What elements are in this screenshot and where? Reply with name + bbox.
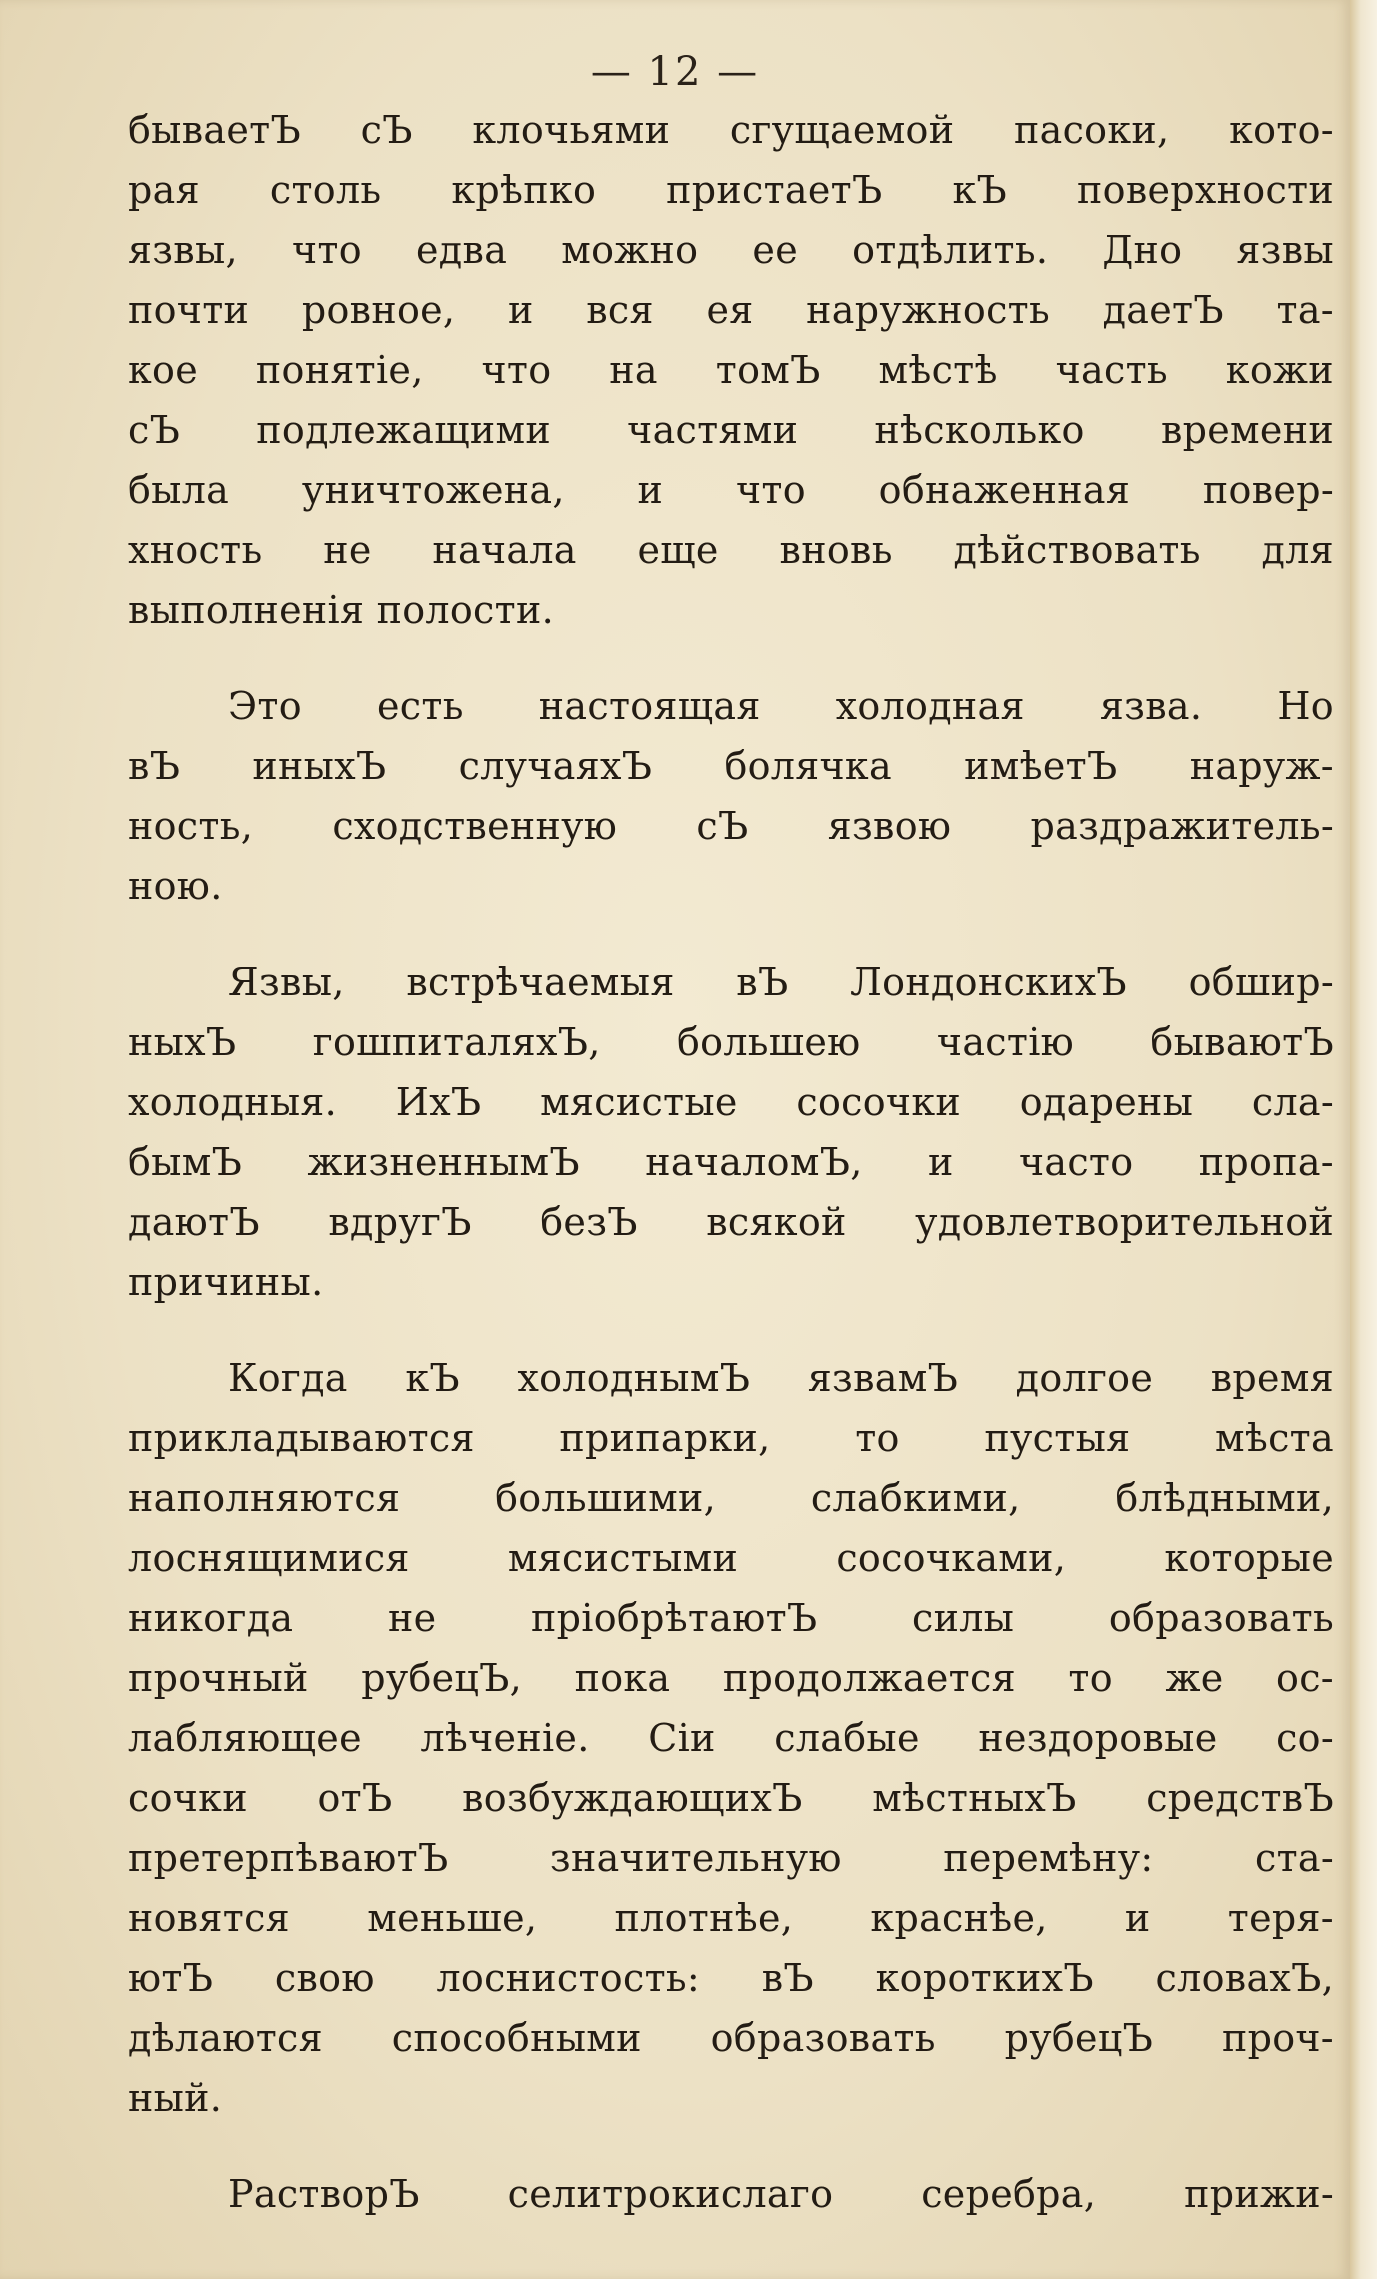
- word: отЪ: [317, 1776, 393, 1820]
- word: никогда: [128, 1596, 294, 1640]
- word: долгое: [1015, 1356, 1154, 1400]
- word: припарки,: [559, 1416, 771, 1460]
- word: сходственную: [332, 804, 618, 848]
- word: кожи: [1225, 348, 1334, 392]
- text-line: [128, 400, 1334, 460]
- word: для: [1261, 528, 1334, 572]
- word: слабые: [774, 1716, 920, 1760]
- word: дѣйствовать: [953, 528, 1201, 572]
- word: что: [292, 228, 362, 272]
- word: не: [387, 1596, 437, 1640]
- word: краснѣе,: [870, 1896, 1048, 1940]
- word: болячка: [724, 744, 892, 788]
- text-line: [128, 1192, 1334, 1252]
- word: холодная: [835, 684, 1025, 728]
- word: настоящая: [538, 684, 761, 728]
- word: лѣченіе.: [420, 1716, 590, 1760]
- word: томЪ: [715, 348, 821, 392]
- text-line: [128, 1948, 1334, 2008]
- word: можно: [561, 228, 699, 272]
- word: пасоки,: [1014, 108, 1170, 152]
- word: уничтожена,: [301, 468, 565, 512]
- word: которые: [1164, 1536, 1334, 1580]
- text-line: [128, 1888, 1334, 1948]
- word: лабляющее: [128, 1716, 362, 1760]
- word: пристаетЪ: [666, 168, 883, 212]
- word: была: [128, 468, 230, 512]
- text-line: [128, 1348, 1334, 1408]
- word: пропа-: [1198, 1140, 1334, 1184]
- word: наружность: [806, 288, 1050, 332]
- word: большими,: [495, 1476, 717, 1520]
- word: возбуждающихЪ: [462, 1776, 803, 1820]
- word: сосочками,: [836, 1536, 1067, 1580]
- word: перемѣну:: [943, 1836, 1154, 1880]
- text-line: выполненія полости.: [128, 588, 554, 632]
- word: даетЪ: [1102, 288, 1224, 332]
- word: значительную: [549, 1836, 842, 1880]
- word: свою: [274, 1956, 375, 2000]
- word: часть: [1055, 348, 1168, 392]
- text-line: [128, 1708, 1334, 1768]
- word: частію: [936, 1020, 1075, 1064]
- text-line: [128, 1408, 1334, 1468]
- word: короткихЪ: [875, 1956, 1094, 2000]
- word: началомЪ,: [645, 1140, 863, 1184]
- word: слабкими,: [810, 1476, 1021, 1520]
- text-line: [128, 1132, 1334, 1192]
- word: то: [855, 1416, 900, 1460]
- word: плотнѣе,: [614, 1896, 794, 1940]
- word: сгущаемой: [729, 108, 955, 152]
- word: холодныя.: [128, 1080, 338, 1124]
- word: сла-: [1251, 1080, 1334, 1124]
- word: обнаженная: [878, 468, 1131, 512]
- text-line: причины.: [128, 1260, 324, 1304]
- word: клочьями: [472, 108, 671, 152]
- word: ИхЪ: [395, 1080, 482, 1124]
- word: язвою: [827, 804, 952, 848]
- text-line: [128, 1828, 1334, 1888]
- word: сЪ: [696, 804, 749, 848]
- text-line: [128, 1012, 1334, 1072]
- word: проч-: [1221, 2016, 1334, 2060]
- word: всякой: [706, 1200, 847, 1244]
- word: лоснящимися: [128, 1536, 410, 1580]
- text-line: [128, 2164, 1334, 2224]
- word: претерпѣваютЪ: [128, 1836, 449, 1880]
- word: понятіе,: [255, 348, 424, 392]
- word: сосочки: [796, 1080, 962, 1124]
- word: и: [927, 1140, 954, 1184]
- word: средствЪ: [1146, 1776, 1334, 1820]
- text-line: [128, 736, 1334, 796]
- text-line: [128, 1072, 1334, 1132]
- word: едва: [416, 228, 508, 272]
- word: повер-: [1202, 468, 1334, 512]
- word: поверхности: [1077, 168, 1334, 212]
- word: прижи-: [1184, 2172, 1334, 2216]
- word: кое: [128, 348, 199, 392]
- word: кЪ: [952, 168, 1008, 212]
- text-line: ною.: [128, 864, 223, 908]
- text-line: [128, 460, 1334, 520]
- word: нездоровые: [978, 1716, 1218, 1760]
- word: ос-: [1276, 1656, 1334, 1700]
- word: наполняются: [128, 1476, 401, 1520]
- word: гошпиталяхЪ,: [312, 1020, 601, 1064]
- word: образовать: [710, 2016, 936, 2060]
- word: вдругЪ: [328, 1200, 472, 1244]
- word: частями: [627, 408, 799, 452]
- word: жизненнымЪ: [307, 1140, 580, 1184]
- text-line: [128, 1528, 1334, 1588]
- word: что: [481, 348, 552, 392]
- word: словахЪ,: [1155, 1956, 1334, 2000]
- word: Язвы,: [228, 960, 345, 1004]
- word: нѣсколько: [874, 408, 1085, 452]
- word: что: [735, 468, 806, 512]
- word: со-: [1276, 1716, 1334, 1760]
- word: язвамЪ: [807, 1356, 959, 1400]
- word: дѣлаются: [128, 2016, 323, 2060]
- text-line: [128, 280, 1334, 340]
- text-line: [128, 1588, 1334, 1648]
- word: рубецЪ: [1004, 2016, 1154, 2060]
- word: одарены: [1019, 1080, 1194, 1124]
- word: безЪ: [540, 1200, 638, 1244]
- word: Но: [1277, 684, 1334, 728]
- word: новятся: [128, 1896, 290, 1940]
- word: продолжается: [722, 1656, 1016, 1700]
- word: пустыя: [984, 1416, 1131, 1460]
- text-line: [128, 796, 1334, 856]
- word: времени: [1160, 408, 1334, 452]
- word: вЪ: [761, 1956, 814, 2000]
- word: язва.: [1099, 684, 1203, 728]
- word: еще: [637, 528, 719, 572]
- page-edge: [1350, 0, 1377, 2279]
- word: есть: [377, 684, 464, 728]
- word: мясистыми: [507, 1536, 739, 1580]
- word: мѣстныхЪ: [872, 1776, 1077, 1820]
- word: РастворЪ: [228, 2172, 420, 2216]
- word: и: [1124, 1896, 1151, 1940]
- word: столь: [269, 168, 382, 212]
- word: рая: [128, 168, 200, 212]
- word: встрѣчаемыя: [406, 960, 675, 1004]
- word: бываетЪ: [128, 108, 301, 152]
- word: ютЪ: [128, 1956, 214, 2000]
- word: пріобрѣтаютЪ: [531, 1596, 818, 1640]
- page-number: — 12 —: [590, 49, 760, 95]
- word: ровное,: [301, 288, 456, 332]
- word: же: [1165, 1656, 1224, 1700]
- word: вся: [586, 288, 654, 332]
- text-line: [128, 676, 1334, 736]
- word: сЪ: [360, 108, 413, 152]
- word: кото-: [1229, 108, 1334, 152]
- word: иныхЪ: [252, 744, 387, 788]
- word: даютЪ: [128, 1200, 260, 1244]
- word: прикладываются: [128, 1416, 475, 1460]
- word: мясистые: [540, 1080, 738, 1124]
- word: та-: [1276, 288, 1334, 332]
- text-line: [128, 2008, 1334, 2068]
- word: и: [507, 288, 534, 332]
- word: ЛондонскихЪ: [850, 960, 1127, 1004]
- word: мѣстѣ: [878, 348, 998, 392]
- text-line: ный.: [128, 2076, 223, 2120]
- word: ея: [706, 288, 754, 332]
- word: раздражитель-: [1030, 804, 1334, 848]
- text-line: [128, 220, 1334, 280]
- word: рубецЪ,: [361, 1656, 523, 1700]
- word: селитрокислаго: [507, 2172, 834, 2216]
- word: сЪ: [128, 408, 181, 452]
- word: серебра,: [921, 2172, 1097, 2216]
- word: вновь: [779, 528, 893, 572]
- word: часто: [1018, 1140, 1134, 1184]
- word: сочки: [128, 1776, 248, 1820]
- word: подлежащими: [256, 408, 551, 452]
- text-line: [128, 1648, 1334, 1708]
- word: время: [1210, 1356, 1334, 1400]
- word: способными: [391, 2016, 642, 2060]
- word: ее: [752, 228, 798, 272]
- text-line: [128, 1768, 1334, 1828]
- word: холоднымЪ: [517, 1356, 751, 1400]
- word: не: [323, 528, 372, 572]
- word: имѣетЪ: [964, 744, 1118, 788]
- word: теря-: [1227, 1896, 1334, 1940]
- text-line: [128, 340, 1334, 400]
- word: блѣдными,: [1115, 1476, 1334, 1520]
- word: мѣста: [1215, 1416, 1334, 1460]
- word: пока: [574, 1656, 671, 1700]
- text-line: [128, 100, 1334, 160]
- text-line: [128, 1468, 1334, 1528]
- word: образовать: [1108, 1596, 1334, 1640]
- word: обшир-: [1188, 960, 1334, 1004]
- word: крѣпко: [451, 168, 597, 212]
- word: хность: [128, 528, 263, 572]
- word: отдѣлить.: [852, 228, 1049, 272]
- word: язвы,: [128, 228, 238, 272]
- word: большею: [676, 1020, 861, 1064]
- word: язвы: [1236, 228, 1334, 272]
- word: лоснистость:: [436, 1956, 700, 2000]
- text-line: [128, 952, 1334, 1012]
- word: начала: [432, 528, 577, 572]
- word: ность,: [128, 804, 254, 848]
- word: бываютЪ: [1150, 1020, 1334, 1064]
- word: удовлетворительной: [915, 1200, 1334, 1244]
- word: Дно: [1102, 228, 1183, 272]
- word: меньше,: [367, 1896, 538, 1940]
- word: ста-: [1255, 1836, 1334, 1880]
- word: и: [637, 468, 664, 512]
- word: Сіи: [648, 1716, 716, 1760]
- word: прочный: [128, 1656, 309, 1700]
- body-text: [128, 100, 1334, 2224]
- word: то: [1068, 1656, 1113, 1700]
- text-line: [128, 520, 1334, 580]
- word: почти: [128, 288, 250, 332]
- word: вЪ: [736, 960, 789, 1004]
- word: бымЪ: [128, 1140, 243, 1184]
- word: на: [609, 348, 658, 392]
- word: наруж-: [1189, 744, 1334, 788]
- word: ныхЪ: [128, 1020, 237, 1064]
- text-line: [128, 160, 1334, 220]
- word: кЪ: [405, 1356, 460, 1400]
- word: Это: [228, 684, 302, 728]
- word: Когда: [228, 1356, 348, 1400]
- word: силы: [912, 1596, 1015, 1640]
- word: случаяхЪ: [458, 744, 653, 788]
- word: вЪ: [128, 744, 181, 788]
